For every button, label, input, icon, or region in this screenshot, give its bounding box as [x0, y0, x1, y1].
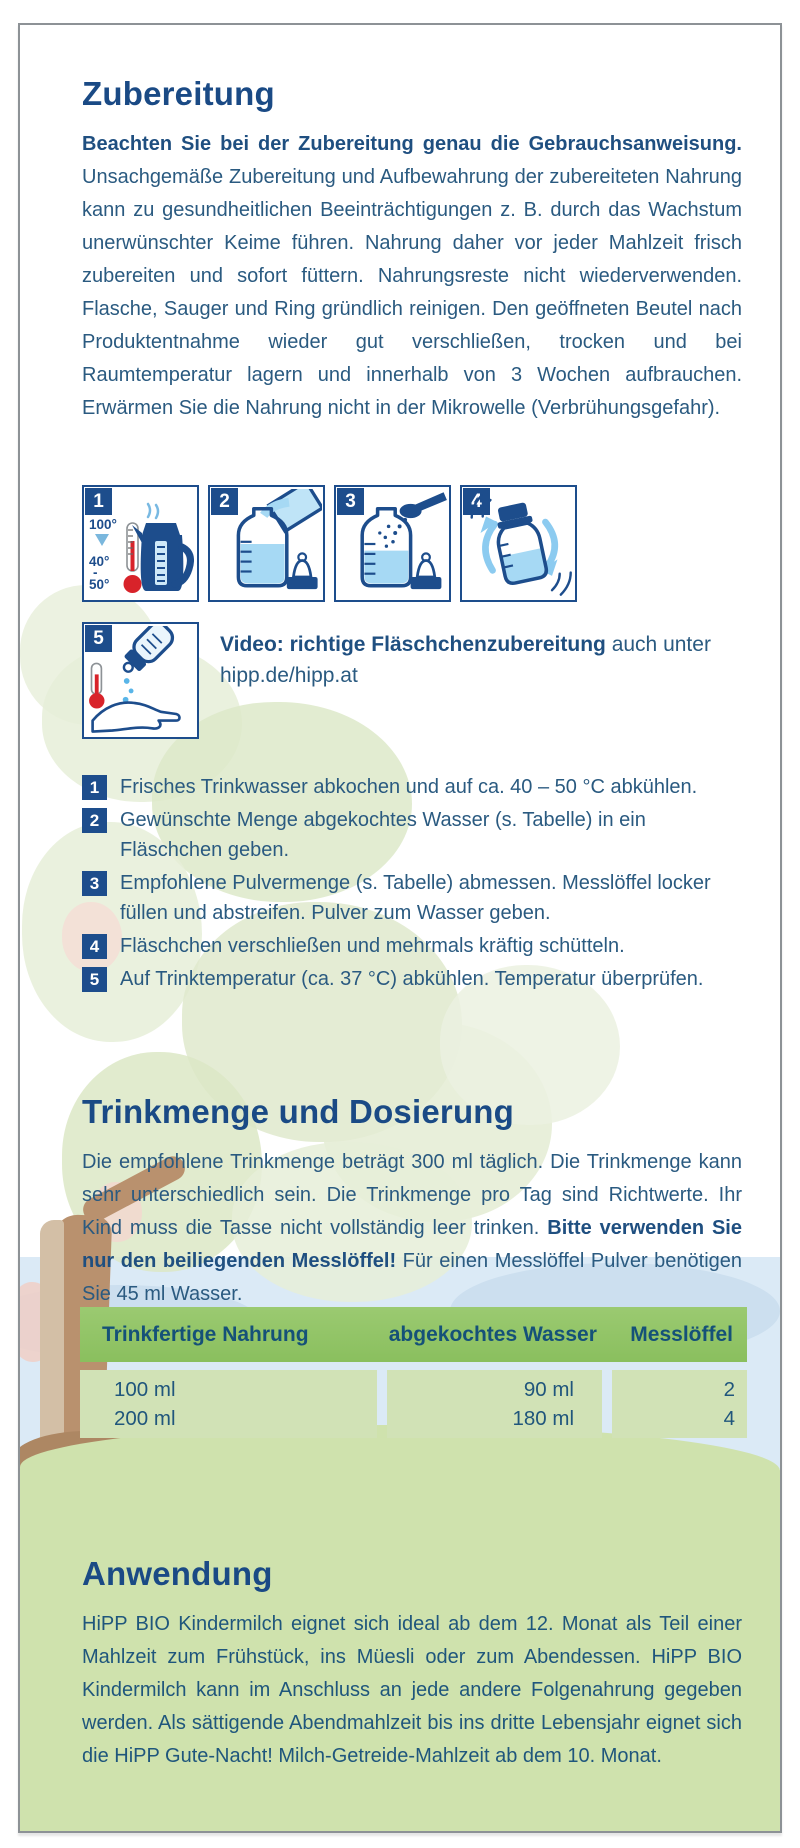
- kettle-icon: [130, 501, 194, 597]
- section-title-zubereitung: Zubereitung: [82, 75, 275, 112]
- zubereitung-intro-bold: Beachten Sie bei der Zubereitung genau die Gebrauchsanweisung.: [82, 133, 742, 155]
- step-text: Empfohlene Pulvermenge (s. Tabelle) abmessen. Messlöffel locker füllen und abstreifen. Pulver zum Wasser geben.: [120, 872, 711, 924]
- figure-number-badge: 4: [463, 488, 492, 517]
- figure-step-3: [334, 485, 451, 602]
- video-note-bold: Video: richtige Fläschchenzubereitung: [220, 633, 606, 656]
- shake-bottle-icon: [464, 489, 574, 599]
- tree-trunk: [40, 1220, 64, 1455]
- section-title-anwendung: Anwendung: [82, 1555, 273, 1592]
- section-title-trinkmenge: Trinkmenge und Dosierung: [82, 1093, 515, 1130]
- table-cell: 200 ml: [114, 1407, 176, 1430]
- figure-number-badge: 5: [85, 625, 114, 654]
- figure-step-2: [208, 485, 325, 602]
- step-number-badge: 5: [82, 967, 107, 992]
- temp-dash: -: [93, 565, 98, 580]
- product-label-panel: [18, 23, 782, 1833]
- table-column-nahrung: [80, 1370, 377, 1438]
- figure-number-badge: 1: [85, 488, 114, 517]
- figure-number-badge: 3: [337, 488, 366, 517]
- step-number-badge: 3: [82, 871, 107, 896]
- figure-step-4: [460, 485, 577, 602]
- pour-water-bottle-icon: [212, 489, 322, 599]
- figure-step-5: [82, 622, 199, 739]
- list-item: [82, 772, 744, 802]
- list-item: [82, 805, 744, 865]
- step-text: Auf Trinktemperatur (ca. 37 °C) abkühlen. Temperatur überprüfen.: [120, 968, 704, 990]
- video-note: [220, 629, 742, 691]
- video-note-rest: auch unter hipp.de/hipp.at: [220, 633, 711, 687]
- list-item: [82, 868, 744, 928]
- table-cell: 100 ml: [114, 1378, 176, 1401]
- trinkmenge-after-bold: Für einen Messlöffel Pulver benötigen Sie 45 ml Wasser.: [82, 1250, 743, 1305]
- column-header-trinkfertige-nahrung: Trinkfertige Nahrung: [102, 1322, 309, 1346]
- drip-temperature-test-icon: [86, 626, 196, 736]
- list-item: [82, 931, 744, 961]
- trinkmenge-body: Die empfohlene Trinkmenge beträgt 300 ml täglich. Die Trinkmenge kann sehr unterschiedlich sein. Die Trinkmenge pro Tag sind Richtwerte. Ihr Kind muss die Tasse nicht vollständig leer trinken.: [82, 1151, 742, 1239]
- step-number-badge: 2: [82, 808, 107, 833]
- table-cell: 2: [723, 1378, 735, 1401]
- step-text: Fläschchen verschließen und mehrmals kräftig schütteln.: [120, 935, 625, 957]
- zubereitung-paragraph: [82, 128, 742, 425]
- dosing-table-header: [80, 1307, 747, 1362]
- step-text: Frisches Trinkwasser abkochen und auf ca. 40 – 50 °C abkühlen.: [120, 776, 698, 798]
- preparation-steps-list: [82, 772, 744, 997]
- powder-scoop-bottle-icon: [338, 489, 448, 599]
- down-arrow-icon: [95, 534, 109, 553]
- step-number-badge: 1: [82, 775, 107, 800]
- table-cell: 180 ml: [512, 1407, 574, 1430]
- zubereitung-intro-rest: Unsachgemäße Zubereitung und Aufbewahrung der zubereiteten Nahrung kann zu gesundheitlichen Beeinträchtigungen z. B. durch das Wachstum unerwünschter Keime führen. Nahrung daher vor jeder Mahlzeit frisch zubereiten und sofort füttern. Nahrungsreste nicht wiederverwenden. Flasche, Sauger und Ring gründlich reinigen. Den geöffneten Beutel nach Produktentnahme wieder gut verschließen, trocken und bei Raumtemperatur lagern und innerhalb von 3 Wochen aufbrauchen. Erwärmen Sie die Nahrung nicht in der Mikrowelle (Verbrühungsgefahr).: [82, 166, 742, 419]
- table-column-wasser: [387, 1370, 602, 1438]
- figure-number-badge: 2: [211, 488, 240, 517]
- anwendung-paragraph: HiPP BIO Kindermilch eignet sich ideal ab dem 12. Monat als Teil einer Mahlzeit zum Frühstück, ins Müesli oder zum Abendessen. HiPP BIO Kindermilch kann im Anschluss an jede andere Folgenahrung gegeben werden. Als sättigende Abendmahlzeit bis ins dritte Lebensjahr eignet sich die HiPP Gute-Nacht! Milch-Getreide-Mahlzeit ab dem 10. Monat.: [82, 1613, 742, 1767]
- column-header-messloeffel: Messlöffel: [630, 1322, 733, 1346]
- figure-step-1: [82, 485, 199, 602]
- temp-100-label: 100°: [89, 517, 117, 532]
- step-number-badge: 4: [82, 934, 107, 959]
- trinkmenge-bold: Bitte verwenden Sie nur den beiliegenden Messlöffel!: [82, 1217, 742, 1272]
- trinkmenge-paragraph: [82, 1146, 742, 1311]
- table-cell: 4: [723, 1407, 735, 1430]
- table-column-messloeffel: [612, 1370, 747, 1438]
- preparation-figures-row: [82, 485, 577, 602]
- table-cell: 90 ml: [523, 1378, 574, 1401]
- dosing-table-body: [80, 1370, 747, 1438]
- list-item: [82, 964, 744, 994]
- temp-50-label: 50°: [89, 577, 110, 592]
- column-header-abgekochtes-wasser: abgekochtes Wasser: [388, 1322, 597, 1346]
- temp-40-label: 40°: [89, 554, 110, 569]
- step-text: Gewünschte Menge abgekochtes Wasser (s. Tabelle) in ein Fläschchen geben.: [120, 809, 646, 861]
